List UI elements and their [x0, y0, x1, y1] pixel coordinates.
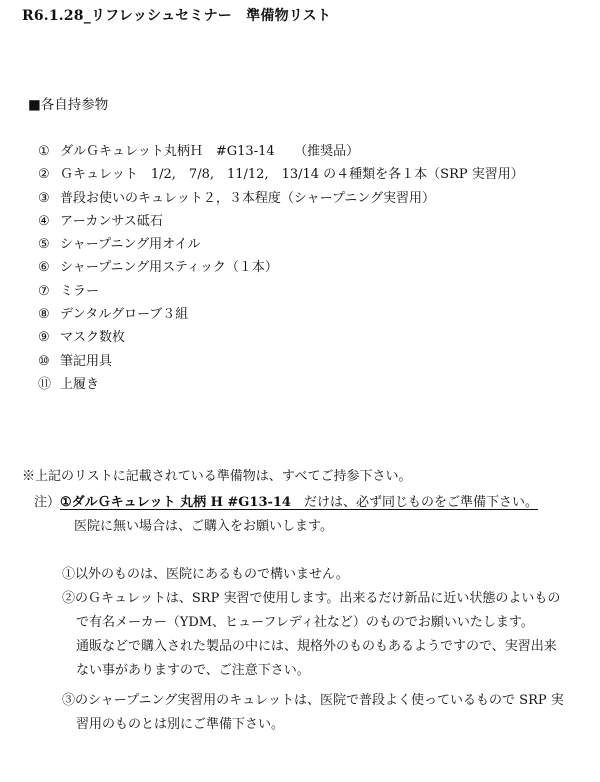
note-2: ①以外のものは、医院にあるもので構いません。	[62, 567, 349, 582]
list-item	[38, 350, 524, 373]
item-text: マスク数枚	[60, 330, 126, 346]
item-number: ①	[38, 144, 50, 159]
note-label: 注）	[34, 495, 61, 510]
note-4-line-2: 習用のものとは別にご準備下さい。	[76, 717, 285, 732]
item-text: シャープニング用オイル	[60, 237, 201, 253]
note-3-line-3: 通販などで購入された製品の中には、規格外のものもあるようですので、実習出来	[76, 639, 557, 654]
list-item	[38, 140, 524, 163]
page-title: R6.1.28_リフレッシュセミナー 準備物リスト	[22, 8, 332, 24]
item-number: ⑧	[38, 307, 50, 323]
note-3-line-4: ない事がありますので、ご注意下さい。	[76, 663, 310, 678]
notes-main: ※上記のリストに記載されている準備物は、すべてご持参下さい。	[22, 469, 412, 484]
item-number: ⑥	[38, 260, 50, 276]
item-number: ③	[38, 190, 50, 206]
item-text: Ｇキュレット 1/2, 7/8, 11/12, 13/14 の４種類を各１本（SRP 実習用）	[60, 167, 524, 183]
list-item	[38, 210, 524, 233]
item-number: ⑦	[38, 283, 50, 299]
list-item	[38, 233, 524, 256]
item-list	[38, 140, 524, 396]
item-text: ダルＧキュレット丸柄Ｈ #G13-14 （推奨品）	[60, 144, 360, 159]
section-heading: ■各自持参物	[28, 97, 109, 113]
item-number: ⑪	[38, 376, 52, 392]
note-4-line-1: ③のシャープニング実習用のキュレットは、医院で普段よく使っているもので SRP 実	[62, 693, 564, 708]
note-3-line-2: で有名メーカー（YDM、ヒューフレディ社など）のものでお願いいたします。	[76, 615, 534, 630]
note-3-line-1: ②のＧキュレットは、SRP 実習で使用します。出来るだけ新品に近い状態のよいもの	[62, 591, 561, 606]
item-number: ⑩	[38, 353, 50, 369]
item-text: シャープニング用スティック（１本）	[60, 260, 278, 276]
item-text: ミラー	[60, 283, 100, 299]
item-text: アーカンサス砥石	[60, 213, 163, 229]
list-item	[38, 280, 524, 303]
note-1-bold: ①ダルＧキュレット 丸柄 H #G13-14	[60, 495, 291, 510]
list-item	[38, 163, 524, 186]
list-item	[38, 256, 524, 279]
item-number: ⑨	[38, 330, 50, 346]
item-text: 上履き	[60, 376, 100, 392]
item-number: ⑤	[38, 237, 50, 253]
item-text: デンタルグローブ３組	[60, 307, 189, 323]
note-1-sub: 医院に無い場合は、ご購入をお願いします。	[74, 519, 333, 534]
list-item	[38, 187, 524, 210]
note-1	[34, 492, 538, 513]
note-1-emphasis	[60, 495, 538, 510]
list-item	[38, 373, 524, 396]
list-item	[38, 303, 524, 326]
item-number: ④	[38, 213, 50, 229]
list-item	[38, 326, 524, 349]
item-text: 普段お使いのキュレット２，３本程度（シャープニング実習用）	[60, 190, 436, 206]
item-number: ②	[38, 167, 50, 183]
note-1-rest: だけは、必ず同じものをご準備下さい。	[290, 495, 538, 510]
item-text: 筆記用具	[60, 353, 113, 369]
